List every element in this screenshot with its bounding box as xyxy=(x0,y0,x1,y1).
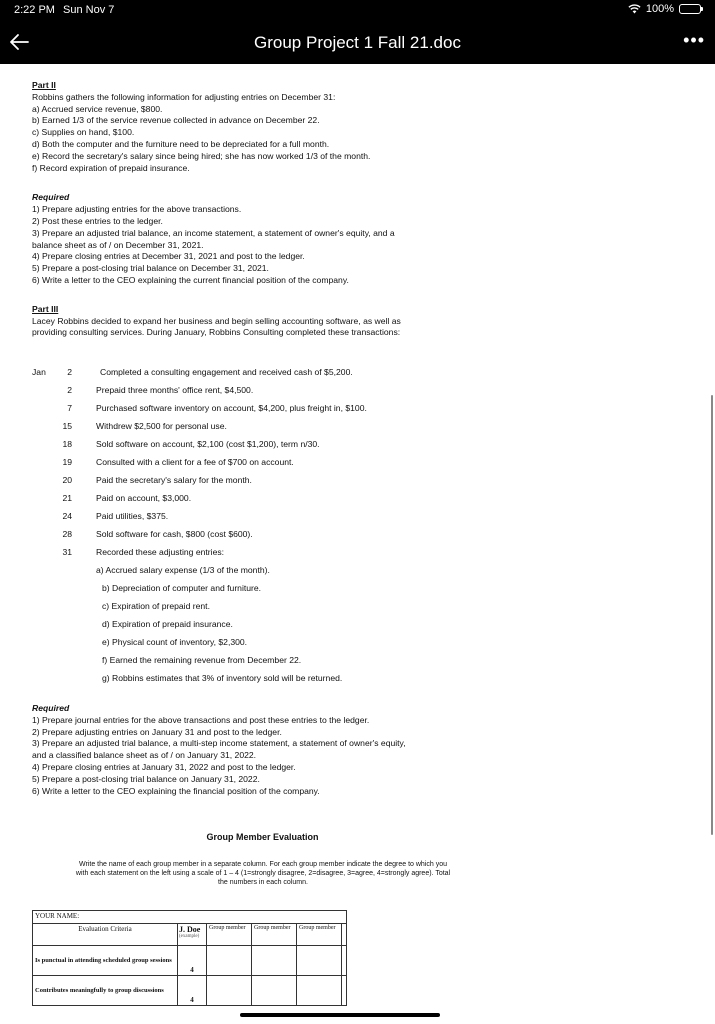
transaction-day: 15 xyxy=(62,421,72,431)
criteria-header: Evaluation Criteria xyxy=(33,924,178,946)
wifi-icon xyxy=(628,4,641,14)
status-bar xyxy=(0,0,715,22)
adjustment-item: c) Expiration of prepaid rent. xyxy=(102,601,210,611)
battery-icon xyxy=(679,4,701,14)
instructions-line: with each statement on the left using a scale of 1 – 4 (1=strongly disagree, 2=disagree, 3=agree, 4=strongly agree). Total xyxy=(75,870,451,877)
part2-required-label: Required xyxy=(32,192,70,203)
example-name: J. Doe xyxy=(179,925,201,934)
example-header xyxy=(178,924,207,946)
adjustment-item: f) Earned the remaining revenue from December 22. xyxy=(102,655,302,665)
group-member-header[interactable]: Group member xyxy=(207,924,252,946)
more-options-icon[interactable]: ••• xyxy=(683,30,705,50)
transaction-day: 2 xyxy=(67,385,72,395)
status-right xyxy=(628,3,701,15)
transaction-day: 2 xyxy=(67,367,72,377)
part2-intro: Robbins gathers the following information for adjusting entries on December 31: xyxy=(32,91,336,102)
transaction-text: Sold software for cash, $800 (cost $600). xyxy=(96,529,253,539)
your-name-cell[interactable]: YOUR NAME: xyxy=(33,911,342,924)
battery-percent: 100% xyxy=(645,3,674,15)
document-title: Group Project 1 Fall 21.doc xyxy=(254,33,461,52)
part2-item: d) Both the computer and the furniture need to be depreciated for a full month. xyxy=(32,138,330,149)
score-cell[interactable] xyxy=(207,976,252,1006)
instructions-line: Write the name of each group member in a separate column. For each group member indicate the degree to which you xyxy=(79,861,447,868)
part3-required xyxy=(32,703,512,797)
score-cell[interactable] xyxy=(207,946,252,976)
status-time: 2:22 PM xyxy=(14,4,55,16)
score-cell[interactable] xyxy=(252,976,297,1006)
part2-item: b) Earned 1/3 of the service revenue collected in advance on December 22. xyxy=(32,115,320,126)
part2-item: a) Accrued service revenue, $800. xyxy=(32,103,163,114)
part2-required-item: 2) Post these entries to the ledger. xyxy=(32,215,163,226)
home-indicator[interactable] xyxy=(240,1013,440,1017)
part3-required-item: 5) Prepare a post-closing trial balance on January 31, 2022. xyxy=(32,773,260,784)
transaction-text: Prepaid three months' office rent, $4,500. xyxy=(96,385,254,395)
status-date: Sun Nov 7 xyxy=(63,4,115,16)
part2-required-item: 5) Prepare a post-closing trial balance on December 31, 2021. xyxy=(32,263,269,274)
criterion-cell: Contributes meaningfully to group discussions xyxy=(33,976,178,1006)
part2-item: c) Supplies on hand, $100. xyxy=(32,127,135,138)
instructions-line: the numbers in each column. xyxy=(218,879,308,886)
score-cell[interactable] xyxy=(297,976,342,1006)
part2-item: f) Record expiration of prepaid insurance. xyxy=(32,162,190,173)
evaluation-table xyxy=(32,910,347,1006)
transaction-text: Recorded these adjusting entries: xyxy=(96,547,225,557)
part2-required-item: 1) Prepare adjusting entries for the above transactions. xyxy=(32,204,242,215)
criterion-cell: Is punctual in attending scheduled group sessions xyxy=(33,946,178,976)
adjustment-item: a) Accrued salary expense (1/3 of the month). xyxy=(96,565,270,575)
transaction-text: Completed a consulting engagement and received cash of $5,200. xyxy=(100,367,353,377)
group-member-header[interactable]: Group member xyxy=(252,924,297,946)
example-note: (example) xyxy=(179,934,200,939)
scrollbar[interactable] xyxy=(711,395,713,835)
part3-required-item: 4) Prepare closing entries at January 31, 2022 and post to the ledger. xyxy=(32,761,296,772)
part2-heading: Part II xyxy=(32,80,56,90)
transaction-text: Paid the secretary's salary for the month. xyxy=(96,475,252,485)
part3-required-item: 6) Write a letter to the CEO explaining the financial position of the company. xyxy=(32,785,320,796)
transaction-text: Sold software on account, $2,100 (cost $1,200), term n/30. xyxy=(96,439,320,449)
part3-heading: Part III xyxy=(32,303,59,314)
part2-required-item: 3) Prepare an adjusted trial balance, an income statement, a statement of owner's equity, and a xyxy=(32,227,395,238)
evaluation-title: Group Member Evaluation xyxy=(206,832,319,842)
part2-required-item: balance sheet as of / on December 31, 2021. xyxy=(32,239,204,250)
transaction-day: 28 xyxy=(62,529,72,539)
evaluation-instructions xyxy=(32,860,494,887)
score-cell[interactable] xyxy=(297,946,342,976)
transaction-day: 21 xyxy=(62,493,72,503)
adjustment-item: e) Physical count of inventory, $2,300. xyxy=(102,637,248,647)
document-body xyxy=(32,80,502,339)
nav-bar xyxy=(0,22,715,64)
example-score: 4 xyxy=(178,946,207,976)
adjustment-item: d) Expiration of prepaid insurance. xyxy=(102,619,233,629)
part3-intro: Lacey Robbins decided to expand her business and begin selling accounting software, as well as xyxy=(32,315,401,326)
transaction-text: Consulted with a client for a fee of $700 on account. xyxy=(96,457,294,467)
adjustment-item: b) Depreciation of computer and furniture. xyxy=(102,583,262,593)
transaction-text: Purchased software inventory on account, $4,200, plus freight in, $100. xyxy=(96,403,367,413)
transaction-day: 18 xyxy=(62,439,72,449)
transaction-month: Jan xyxy=(32,367,46,377)
transaction-day: 31 xyxy=(62,547,72,557)
transaction-day: 19 xyxy=(62,457,72,467)
score-cell[interactable] xyxy=(252,946,297,976)
transaction-day: 7 xyxy=(67,403,72,413)
adjustment-item: g) Robbins estimates that 3% of inventory sold will be returned. xyxy=(102,673,343,683)
part2-item: e) Record the secretary's salary since being hired; she has now worked 1/3 of the month. xyxy=(32,150,371,161)
part3-intro: providing consulting services. During January, Robbins Consulting completed these transactions: xyxy=(32,327,401,338)
part2-required-item: 4) Prepare closing entries at December 31, 2021 and post to the ledger. xyxy=(32,251,305,262)
transaction-text: Withdrew $2,500 for personal use. xyxy=(96,421,227,431)
example-score: 4 xyxy=(178,976,207,1006)
part3-required-item: 1) Prepare journal entries for the above transactions and post these entries to the ledger. xyxy=(32,714,370,725)
transaction-text: Paid utilities, $375. xyxy=(96,511,169,521)
group-member-header[interactable]: Group member xyxy=(297,924,342,946)
part3-required-label: Required xyxy=(32,703,70,713)
transaction-day: 24 xyxy=(62,511,72,521)
transaction-text: Paid on account, $3,000. xyxy=(96,493,192,503)
part3-required-item: 3) Prepare an adjusted trial balance, a multi-step income statement, a statement of owner's equity, xyxy=(32,738,406,749)
part3-required-item: and a classified balance sheet as of / on January 31, 2022. xyxy=(32,750,257,761)
part3-required-item: 2) Prepare adjusting entries on January 31 and post to the ledger. xyxy=(32,726,282,737)
transaction-day: 20 xyxy=(62,475,72,485)
part2-required-item: 6) Write a letter to the CEO explaining the current financial position of the company. xyxy=(32,274,349,285)
